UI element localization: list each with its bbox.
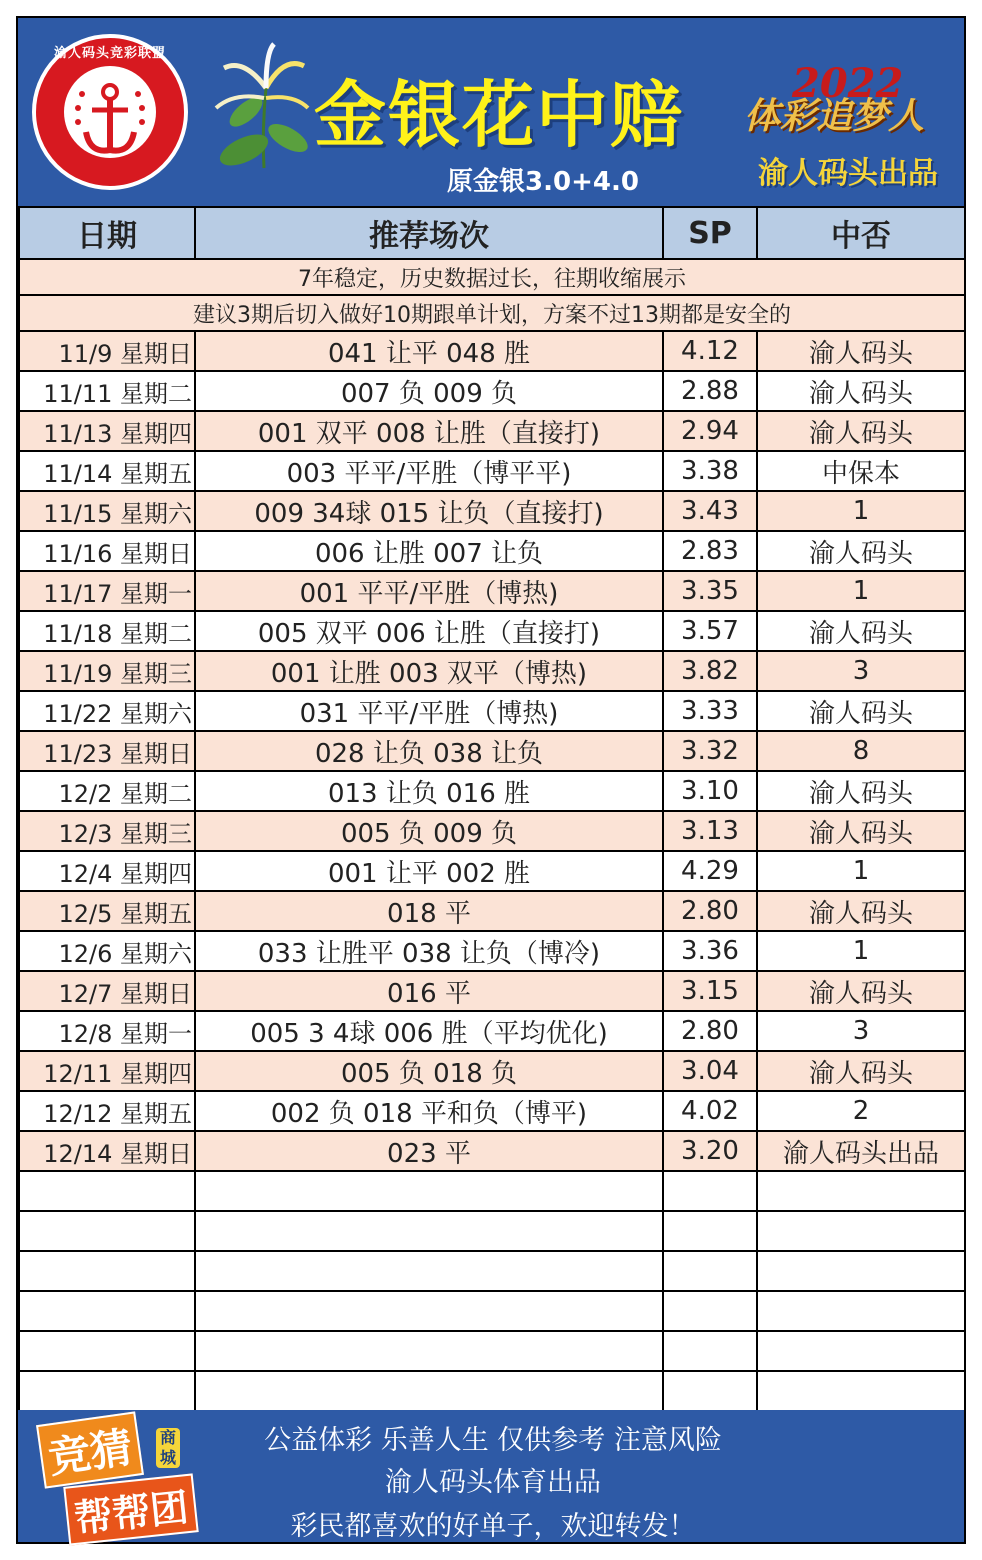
table-row (19, 851, 965, 891)
match-cell: 033 让胜平 038 让负（博冷) (195, 931, 663, 971)
match-cell: 005 双平 006 让胜（直接打) (195, 611, 663, 651)
match-cell: 041 让平 048 胜 (195, 331, 663, 371)
empty-cell (757, 1331, 965, 1371)
empty-cell (663, 1211, 757, 1251)
page-subtitle: 原金银3.0+4.0 (447, 167, 639, 197)
empty-cell (195, 1291, 663, 1331)
date-cell: 12/12 星期五 (19, 1091, 195, 1131)
match-cell: 016 平 (195, 971, 663, 1011)
match-cell: 005 负 018 负 (195, 1051, 663, 1091)
match-cell: 031 平平/平胜（博热) (195, 691, 663, 731)
empty-cell (195, 1211, 663, 1251)
date-cell: 12/4 星期四 (19, 851, 195, 891)
column-header-result: 中否 (757, 207, 965, 259)
empty-cell (757, 1211, 965, 1251)
empty-cell (19, 1291, 195, 1331)
date-cell: 11/16 星期日 (19, 531, 195, 571)
empty-cell (195, 1251, 663, 1291)
result-cell: 渝人码头 (757, 811, 965, 851)
note-row (19, 295, 965, 331)
sp-cell: 2.94 (663, 411, 757, 451)
result-cell: 1 (757, 491, 965, 531)
sp-cell: 3.38 (663, 451, 757, 491)
match-cell: 002 负 018 平和负（博平) (195, 1091, 663, 1131)
sp-cell: 3.57 (663, 611, 757, 651)
column-header-date: 日期 (19, 207, 195, 259)
sp-cell: 3.36 (663, 931, 757, 971)
date-cell: 11/19 星期三 (19, 651, 195, 691)
result-cell: 渝人码头 (757, 771, 965, 811)
match-cell: 018 平 (195, 891, 663, 931)
match-cell: 001 让胜 003 双平（博热) (195, 651, 663, 691)
footer-banner (18, 1410, 964, 1542)
date-cell: 12/8 星期一 (19, 1011, 195, 1051)
page-title: 金银花中赔 (314, 73, 685, 157)
result-cell: 1 (757, 571, 965, 611)
badge-slogan: 体彩追梦人 (744, 95, 925, 137)
header-banner (18, 18, 964, 206)
empty-table-row (19, 1291, 965, 1331)
table-row (19, 891, 965, 931)
result-cell: 8 (757, 731, 965, 771)
match-cell: 007 负 009 负 (195, 371, 663, 411)
date-cell: 11/23 星期日 (19, 731, 195, 771)
date-cell: 11/13 星期四 (19, 411, 195, 451)
sp-cell: 2.80 (663, 891, 757, 931)
empty-cell (663, 1251, 757, 1291)
empty-cell (663, 1331, 757, 1371)
empty-cell (757, 1251, 965, 1291)
date-cell: 11/18 星期二 (19, 611, 195, 651)
table-row (19, 811, 965, 851)
column-header-sp: SP (663, 207, 757, 259)
table-row (19, 331, 965, 371)
column-header-match: 推荐场次 (195, 207, 663, 259)
team-badge (30, 1414, 200, 1541)
anchor-icon (36, 38, 184, 186)
result-cell: 1 (757, 931, 965, 971)
note-text: 7年稳定，历史数据过长，往期收缩展示 (19, 259, 965, 295)
match-cell: 005 负 009 负 (195, 811, 663, 851)
result-cell: 1 (757, 851, 965, 891)
date-cell: 12/2 星期二 (19, 771, 195, 811)
result-cell: 渝人码头出品 (757, 1131, 965, 1171)
sp-cell: 3.15 (663, 971, 757, 1011)
match-cell: 001 双平 008 让胜（直接打) (195, 411, 663, 451)
result-cell: 中保本 (757, 451, 965, 491)
note-text: 建议3期后切入做好10期跟单计划，方案不过13期都是安全的 (19, 295, 965, 331)
recommendation-table (18, 206, 966, 1412)
match-cell: 001 让平 002 胜 (195, 851, 663, 891)
result-cell: 渝人码头 (757, 371, 965, 411)
sp-cell: 2.88 (663, 371, 757, 411)
empty-cell (19, 1331, 195, 1371)
date-cell: 12/5 星期五 (19, 891, 195, 931)
badge-year: 2022 (792, 60, 904, 107)
table-row (19, 371, 965, 411)
result-cell: 渝人码头 (757, 891, 965, 931)
sp-cell: 3.10 (663, 771, 757, 811)
sp-cell: 4.02 (663, 1091, 757, 1131)
sp-cell: 3.82 (663, 651, 757, 691)
date-cell: 11/9 星期日 (19, 331, 195, 371)
table-row (19, 411, 965, 451)
table-row (19, 1051, 965, 1091)
badge-sub-text: 帮帮团 (63, 1473, 198, 1545)
match-cell: 003 平平/平胜（博平平) (195, 451, 663, 491)
date-cell: 12/11 星期四 (19, 1051, 195, 1091)
sp-cell: 4.29 (663, 851, 757, 891)
empty-cell (663, 1371, 757, 1411)
empty-cell (195, 1331, 663, 1371)
result-cell: 渝人码头 (757, 331, 965, 371)
footer-producer: 渝人码头体育出品 (385, 1467, 601, 1498)
table-row (19, 931, 965, 971)
result-cell: 渝人码头 (757, 411, 965, 451)
empty-cell (757, 1291, 965, 1331)
honeysuckle-flower-icon (204, 38, 314, 178)
logo-text: 渝人码头竞彩联盟 (53, 46, 166, 61)
empty-cell (19, 1251, 195, 1291)
date-cell: 11/11 星期二 (19, 371, 195, 411)
match-cell: 001 平平/平胜（博热) (195, 571, 663, 611)
table-row (19, 611, 965, 651)
date-cell: 12/14 星期日 (19, 1131, 195, 1171)
sp-cell: 3.20 (663, 1131, 757, 1171)
sp-cell: 3.32 (663, 731, 757, 771)
empty-table-row (19, 1371, 965, 1411)
empty-cell (663, 1171, 757, 1211)
table-row (19, 1011, 965, 1051)
footer-disclaimer: 公益体彩 乐善人生 仅供参考 注意风险 (264, 1425, 722, 1456)
table-row (19, 971, 965, 1011)
empty-cell (19, 1371, 195, 1411)
empty-cell (195, 1171, 663, 1211)
table-row (19, 491, 965, 531)
date-cell: 11/15 星期六 (19, 491, 195, 531)
note-row (19, 259, 965, 295)
result-cell: 渝人码头 (757, 971, 965, 1011)
table-header-row (19, 207, 965, 259)
result-cell: 渝人码头 (757, 691, 965, 731)
empty-cell (195, 1371, 663, 1411)
producer-label: 渝人码头出品 (758, 156, 938, 191)
match-cell: 009 34球 015 让负（直接打) (195, 491, 663, 531)
table-row (19, 651, 965, 691)
sp-cell: 3.43 (663, 491, 757, 531)
sp-cell: 2.80 (663, 1011, 757, 1051)
league-logo (32, 34, 188, 190)
date-cell: 12/6 星期六 (19, 931, 195, 971)
match-cell: 005 3 4球 006 胜（平均优化) (195, 1011, 663, 1051)
match-cell: 023 平 (195, 1131, 663, 1171)
footer-share-note: 彩民都喜欢的好单子，欢迎转发！ (290, 1511, 696, 1542)
match-cell: 028 让负 038 让负 (195, 731, 663, 771)
empty-table-row (19, 1251, 965, 1291)
table-row (19, 451, 965, 491)
table-row (19, 571, 965, 611)
match-cell: 006 让胜 007 让负 (195, 531, 663, 571)
result-cell: 渝人码头 (757, 611, 965, 651)
lottery-sheet (16, 16, 966, 1544)
empty-table-row (19, 1331, 965, 1371)
slogan-badge (740, 60, 950, 142)
date-cell: 11/22 星期六 (19, 691, 195, 731)
date-cell: 12/7 星期日 (19, 971, 195, 1011)
sp-cell: 3.35 (663, 571, 757, 611)
empty-table-row (19, 1211, 965, 1251)
date-cell: 11/17 星期一 (19, 571, 195, 611)
result-cell: 渝人码头 (757, 1051, 965, 1091)
sp-cell: 3.04 (663, 1051, 757, 1091)
empty-cell (757, 1171, 965, 1211)
table-row (19, 1091, 965, 1131)
badge-main-text: 竞猜 (36, 1411, 144, 1488)
result-cell: 2 (757, 1091, 965, 1131)
table-row (19, 691, 965, 731)
empty-cell (663, 1291, 757, 1331)
empty-cell (19, 1211, 195, 1251)
date-cell: 12/3 星期三 (19, 811, 195, 851)
table-row (19, 531, 965, 571)
result-cell: 3 (757, 651, 965, 691)
empty-cell (757, 1371, 965, 1411)
sp-cell: 3.13 (663, 811, 757, 851)
result-cell: 渝人码头 (757, 531, 965, 571)
match-cell: 013 让负 016 胜 (195, 771, 663, 811)
table-row (19, 1131, 965, 1171)
sp-cell: 4.12 (663, 331, 757, 371)
badge-tag: 商城 (156, 1428, 180, 1468)
empty-cell (19, 1171, 195, 1211)
sp-cell: 2.83 (663, 531, 757, 571)
empty-table-row (19, 1171, 965, 1211)
table-row (19, 771, 965, 811)
sp-cell: 3.33 (663, 691, 757, 731)
table-body (19, 259, 965, 1411)
table-row (19, 731, 965, 771)
date-cell: 11/14 星期五 (19, 451, 195, 491)
result-cell: 3 (757, 1011, 965, 1051)
